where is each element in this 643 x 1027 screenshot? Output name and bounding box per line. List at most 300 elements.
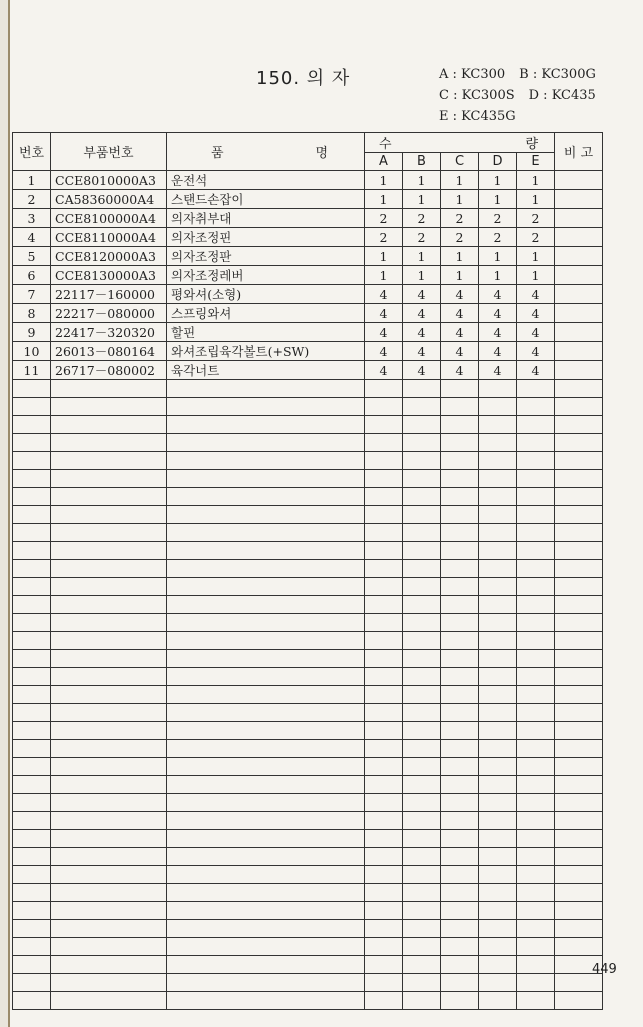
cell-part-name <box>167 416 365 434</box>
cell-qty-b <box>403 704 441 722</box>
cell-qty-a <box>365 650 403 668</box>
cell-remarks <box>555 650 603 668</box>
cell-part-no <box>51 794 167 812</box>
cell-part-name <box>167 542 365 560</box>
header-qty-left: 수 <box>379 137 392 152</box>
header-qty-c: C <box>441 153 479 171</box>
cell-qty-e <box>517 758 555 776</box>
empty-table-row <box>13 488 603 506</box>
cell-qty-e <box>517 992 555 1010</box>
cell-qty-e <box>517 884 555 902</box>
cell-qty-c <box>441 614 479 632</box>
cell-qty-d <box>479 488 517 506</box>
cell-qty-a <box>365 506 403 524</box>
cell-qty-e <box>517 668 555 686</box>
empty-table-row <box>13 776 603 794</box>
cell-qty-b <box>403 416 441 434</box>
cell-part-name: 스탠드손잡이 <box>167 190 365 209</box>
cell-qty-b <box>403 542 441 560</box>
cell-qty-a <box>365 416 403 434</box>
empty-table-row <box>13 722 603 740</box>
empty-table-row <box>13 434 603 452</box>
cell-qty-b: 2 <box>403 209 441 228</box>
table-row <box>13 228 603 247</box>
cell-part-name: 육각너트 <box>167 361 365 380</box>
cell-part-no <box>51 974 167 992</box>
cell-qty-c <box>441 632 479 650</box>
cell-qty-a <box>365 902 403 920</box>
cell-qty-a <box>365 920 403 938</box>
cell-qty-c <box>441 488 479 506</box>
cell-part-no <box>51 992 167 1010</box>
cell-qty-c <box>441 866 479 884</box>
cell-qty-e <box>517 956 555 974</box>
cell-no <box>13 992 51 1010</box>
cell-qty-b <box>403 776 441 794</box>
cell-part-name <box>167 902 365 920</box>
cell-qty-e: 4 <box>517 304 555 323</box>
cell-part-no <box>51 416 167 434</box>
cell-qty-e <box>517 560 555 578</box>
cell-remarks <box>555 668 603 686</box>
cell-qty-b <box>403 812 441 830</box>
cell-part-no: CCE8110000A4 <box>51 228 167 247</box>
cell-qty-a: 2 <box>365 228 403 247</box>
cell-part-no <box>51 452 167 470</box>
cell-qty-e <box>517 488 555 506</box>
cell-qty-c <box>441 560 479 578</box>
cell-qty-d <box>479 758 517 776</box>
cell-no <box>13 488 51 506</box>
cell-no <box>13 614 51 632</box>
cell-part-name: 의자조정레버 <box>167 266 365 285</box>
cell-qty-e <box>517 740 555 758</box>
cell-qty-d <box>479 776 517 794</box>
cell-remarks <box>555 323 603 342</box>
cell-qty-c: 4 <box>441 304 479 323</box>
cell-qty-a <box>365 740 403 758</box>
empty-table-row <box>13 758 603 776</box>
cell-qty-d: 4 <box>479 304 517 323</box>
cell-qty-b <box>403 380 441 398</box>
cell-qty-b <box>403 632 441 650</box>
cell-qty-d: 4 <box>479 342 517 361</box>
cell-part-no: 22217－080000 <box>51 304 167 323</box>
header-name-left: 품 <box>211 146 224 161</box>
cell-no <box>13 560 51 578</box>
cell-part-no <box>51 848 167 866</box>
cell-qty-e: 1 <box>517 266 555 285</box>
cell-part-no <box>51 560 167 578</box>
cell-qty-d <box>479 380 517 398</box>
cell-remarks <box>555 470 603 488</box>
cell-qty-b <box>403 866 441 884</box>
cell-part-no <box>51 380 167 398</box>
cell-qty-c: 4 <box>441 323 479 342</box>
cell-qty-b <box>403 722 441 740</box>
cell-remarks <box>555 190 603 209</box>
cell-qty-d <box>479 956 517 974</box>
cell-part-no <box>51 542 167 560</box>
cell-part-no: 26717－080002 <box>51 361 167 380</box>
empty-table-row <box>13 668 603 686</box>
cell-no <box>13 902 51 920</box>
cell-remarks <box>555 992 603 1010</box>
cell-qty-b <box>403 488 441 506</box>
cell-qty-a <box>365 884 403 902</box>
cell-qty-b: 1 <box>403 266 441 285</box>
cell-no <box>13 452 51 470</box>
cell-remarks <box>555 830 603 848</box>
header-part-no: 부품번호 <box>51 133 167 171</box>
cell-qty-e <box>517 938 555 956</box>
cell-qty-a <box>365 830 403 848</box>
cell-remarks <box>555 171 603 190</box>
cell-part-name <box>167 794 365 812</box>
cell-no: 10 <box>13 342 51 361</box>
model-c: C : KC300S <box>439 88 515 103</box>
cell-no <box>13 398 51 416</box>
cell-qty-d: 1 <box>479 171 517 190</box>
cell-part-no <box>51 614 167 632</box>
empty-table-row <box>13 542 603 560</box>
cell-no: 9 <box>13 323 51 342</box>
cell-qty-c <box>441 686 479 704</box>
cell-qty-d <box>479 740 517 758</box>
cell-qty-d <box>479 992 517 1010</box>
cell-qty-b <box>403 578 441 596</box>
cell-qty-e: 1 <box>517 171 555 190</box>
cell-remarks <box>555 398 603 416</box>
cell-part-name <box>167 578 365 596</box>
cell-part-no <box>51 884 167 902</box>
cell-qty-c <box>441 380 479 398</box>
table-row <box>13 171 603 190</box>
empty-table-row <box>13 974 603 992</box>
cell-qty-a <box>365 578 403 596</box>
cell-no <box>13 830 51 848</box>
cell-qty-c: 2 <box>441 209 479 228</box>
empty-table-row <box>13 686 603 704</box>
cell-remarks <box>555 704 603 722</box>
cell-qty-a <box>365 470 403 488</box>
cell-qty-a: 1 <box>365 190 403 209</box>
cell-remarks <box>555 776 603 794</box>
empty-table-row <box>13 938 603 956</box>
cell-qty-a <box>365 794 403 812</box>
cell-no <box>13 470 51 488</box>
empty-table-row <box>13 560 603 578</box>
cell-no <box>13 938 51 956</box>
cell-qty-a <box>365 956 403 974</box>
cell-no <box>13 686 51 704</box>
cell-qty-d <box>479 470 517 488</box>
cell-no <box>13 794 51 812</box>
cell-part-no <box>51 758 167 776</box>
cell-part-name <box>167 398 365 416</box>
cell-qty-d: 4 <box>479 285 517 304</box>
cell-no <box>13 704 51 722</box>
cell-qty-a <box>365 722 403 740</box>
cell-qty-c <box>441 506 479 524</box>
cell-part-name: 스프링와셔 <box>167 304 365 323</box>
cell-part-name <box>167 614 365 632</box>
empty-table-row <box>13 398 603 416</box>
cell-qty-c: 4 <box>441 361 479 380</box>
cell-remarks <box>555 304 603 323</box>
cell-no <box>13 920 51 938</box>
cell-qty-b <box>403 992 441 1010</box>
cell-qty-a: 2 <box>365 209 403 228</box>
cell-qty-c <box>441 398 479 416</box>
cell-remarks <box>555 794 603 812</box>
cell-qty-c <box>441 596 479 614</box>
cell-no <box>13 434 51 452</box>
cell-qty-e: 2 <box>517 209 555 228</box>
cell-qty-b <box>403 830 441 848</box>
cell-part-name <box>167 704 365 722</box>
cell-qty-e <box>517 830 555 848</box>
cell-qty-d <box>479 830 517 848</box>
cell-qty-c <box>441 758 479 776</box>
cell-qty-a: 4 <box>365 285 403 304</box>
cell-part-name <box>167 434 365 452</box>
model-d: D : KC435 <box>528 88 596 103</box>
cell-part-name <box>167 866 365 884</box>
cell-remarks <box>555 596 603 614</box>
empty-table-row <box>13 578 603 596</box>
cell-no: 11 <box>13 361 51 380</box>
cell-qty-e: 1 <box>517 247 555 266</box>
cell-remarks <box>555 902 603 920</box>
cell-part-name <box>167 470 365 488</box>
cell-remarks <box>555 488 603 506</box>
empty-table-row <box>13 884 603 902</box>
header-quantity <box>365 133 555 153</box>
cell-qty-c <box>441 992 479 1010</box>
cell-qty-d <box>479 722 517 740</box>
cell-remarks <box>555 614 603 632</box>
cell-qty-a <box>365 848 403 866</box>
empty-table-row <box>13 506 603 524</box>
model-legend-row <box>439 106 596 127</box>
cell-qty-b <box>403 902 441 920</box>
cell-qty-e <box>517 704 555 722</box>
cell-qty-b <box>403 470 441 488</box>
cell-no <box>13 722 51 740</box>
cell-qty-e <box>517 794 555 812</box>
cell-qty-a: 4 <box>365 323 403 342</box>
cell-part-name <box>167 560 365 578</box>
empty-table-row <box>13 650 603 668</box>
cell-qty-d <box>479 542 517 560</box>
cell-qty-e <box>517 452 555 470</box>
cell-qty-c <box>441 938 479 956</box>
empty-table-row <box>13 830 603 848</box>
cell-part-no <box>51 956 167 974</box>
cell-part-name <box>167 938 365 956</box>
cell-remarks <box>555 722 603 740</box>
cell-qty-c: 2 <box>441 228 479 247</box>
cell-qty-d: 2 <box>479 228 517 247</box>
cell-qty-e <box>517 434 555 452</box>
cell-qty-b: 1 <box>403 247 441 266</box>
cell-part-name: 운전석 <box>167 171 365 190</box>
cell-part-no <box>51 488 167 506</box>
cell-qty-a: 4 <box>365 361 403 380</box>
cell-no <box>13 848 51 866</box>
cell-part-name <box>167 992 365 1010</box>
cell-remarks <box>555 884 603 902</box>
cell-qty-b <box>403 974 441 992</box>
parts-table <box>12 132 603 1010</box>
cell-qty-e <box>517 866 555 884</box>
cell-remarks <box>555 560 603 578</box>
empty-table-row <box>13 740 603 758</box>
cell-qty-c <box>441 668 479 686</box>
cell-no <box>13 812 51 830</box>
cell-part-name: 의자조정판 <box>167 247 365 266</box>
cell-qty-c <box>441 650 479 668</box>
cell-qty-e: 2 <box>517 228 555 247</box>
cell-qty-a <box>365 434 403 452</box>
cell-part-no <box>51 524 167 542</box>
cell-qty-b <box>403 398 441 416</box>
cell-qty-c <box>441 776 479 794</box>
cell-qty-e <box>517 686 555 704</box>
cell-remarks <box>555 740 603 758</box>
cell-no <box>13 974 51 992</box>
model-legend-row <box>439 85 596 106</box>
cell-remarks <box>555 524 603 542</box>
cell-part-no <box>51 740 167 758</box>
cell-qty-a <box>365 524 403 542</box>
page-title: 150. 의 자 <box>256 68 351 89</box>
cell-part-name <box>167 632 365 650</box>
cell-part-name: 의자조정핀 <box>167 228 365 247</box>
cell-qty-e <box>517 614 555 632</box>
table-row <box>13 247 603 266</box>
cell-part-no <box>51 506 167 524</box>
cell-remarks <box>555 342 603 361</box>
cell-part-no <box>51 866 167 884</box>
cell-part-no <box>51 578 167 596</box>
cell-qty-e <box>517 380 555 398</box>
cell-part-no <box>51 830 167 848</box>
cell-part-no <box>51 650 167 668</box>
cell-part-no: 22417－320320 <box>51 323 167 342</box>
cell-part-name <box>167 488 365 506</box>
cell-remarks <box>555 812 603 830</box>
cell-qty-e <box>517 542 555 560</box>
cell-part-name: 와셔조립육각볼트(+SW) <box>167 342 365 361</box>
cell-no <box>13 866 51 884</box>
header-remarks: 비 고 <box>555 133 603 171</box>
cell-no <box>13 740 51 758</box>
cell-qty-d: 1 <box>479 190 517 209</box>
cell-part-name <box>167 956 365 974</box>
cell-qty-c <box>441 920 479 938</box>
empty-table-row <box>13 902 603 920</box>
cell-qty-a <box>365 560 403 578</box>
cell-qty-a <box>365 938 403 956</box>
cell-qty-c <box>441 578 479 596</box>
cell-qty-e <box>517 596 555 614</box>
cell-qty-d <box>479 524 517 542</box>
cell-remarks <box>555 920 603 938</box>
cell-qty-c <box>441 902 479 920</box>
cell-qty-a <box>365 632 403 650</box>
cell-qty-d <box>479 650 517 668</box>
cell-qty-b <box>403 884 441 902</box>
empty-table-row <box>13 614 603 632</box>
header-qty-d: D <box>479 153 517 171</box>
cell-qty-a: 1 <box>365 171 403 190</box>
cell-qty-a <box>365 812 403 830</box>
cell-part-no: CCE8010000A3 <box>51 171 167 190</box>
cell-qty-d <box>479 974 517 992</box>
cell-qty-e: 4 <box>517 361 555 380</box>
cell-qty-c: 4 <box>441 285 479 304</box>
cell-qty-e <box>517 506 555 524</box>
cell-no: 1 <box>13 171 51 190</box>
cell-no <box>13 632 51 650</box>
empty-table-row <box>13 794 603 812</box>
header-qty-right: 량 <box>525 137 538 152</box>
cell-part-name: 의자취부대 <box>167 209 365 228</box>
cell-remarks <box>555 416 603 434</box>
cell-remarks <box>555 632 603 650</box>
header-qty-b: B <box>403 153 441 171</box>
empty-table-row <box>13 632 603 650</box>
cell-qty-c <box>441 416 479 434</box>
cell-part-name: 평와셔(소형) <box>167 285 365 304</box>
cell-qty-b <box>403 938 441 956</box>
cell-qty-c <box>441 542 479 560</box>
cell-qty-a <box>365 974 403 992</box>
cell-qty-d: 1 <box>479 247 517 266</box>
cell-part-no <box>51 938 167 956</box>
cell-remarks <box>555 285 603 304</box>
cell-qty-b <box>403 596 441 614</box>
cell-part-no <box>51 596 167 614</box>
cell-part-no: CCE8130000A3 <box>51 266 167 285</box>
cell-qty-a <box>365 488 403 506</box>
cell-remarks <box>555 380 603 398</box>
cell-qty-c <box>441 956 479 974</box>
cell-qty-e <box>517 848 555 866</box>
table-row <box>13 285 603 304</box>
cell-part-name <box>167 776 365 794</box>
cell-qty-d <box>479 668 517 686</box>
model-a: A : KC300 <box>439 67 506 82</box>
cell-remarks <box>555 848 603 866</box>
cell-qty-c <box>441 704 479 722</box>
cell-qty-b <box>403 848 441 866</box>
header-no: 번호 <box>13 133 51 171</box>
cell-qty-a <box>365 776 403 794</box>
cell-qty-b <box>403 758 441 776</box>
cell-remarks <box>555 542 603 560</box>
header-name-right: 명 <box>315 146 328 161</box>
cell-qty-e <box>517 416 555 434</box>
cell-qty-c <box>441 794 479 812</box>
cell-qty-d <box>479 506 517 524</box>
cell-part-name <box>167 686 365 704</box>
cell-qty-c: 1 <box>441 247 479 266</box>
cell-part-no <box>51 704 167 722</box>
cell-part-no: 22117－160000 <box>51 285 167 304</box>
